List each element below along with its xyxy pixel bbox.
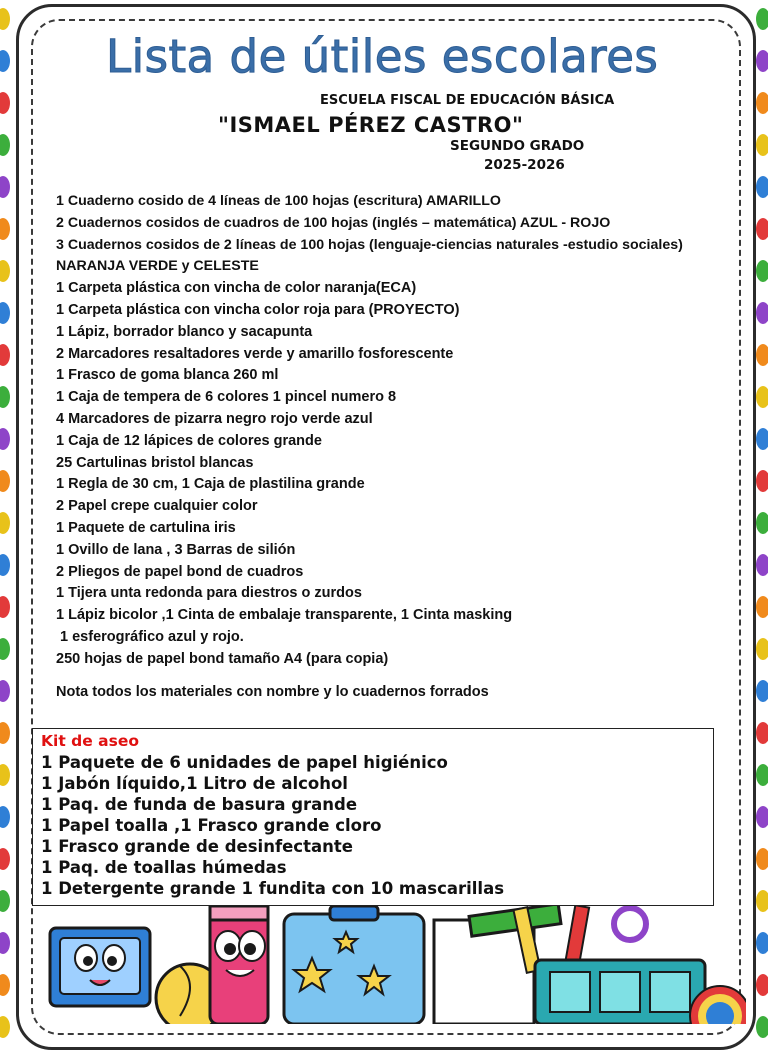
polka-dot — [0, 218, 10, 240]
list-item: 1 Carpeta plástica con vincha color roja para (PROYECTO) — [56, 301, 460, 318]
computer-icon — [50, 928, 150, 1006]
polka-dot — [0, 428, 10, 450]
kit-item: 1 Detergente grande 1 fundita con 10 mascarillas — [41, 879, 505, 898]
list-item: 1 Caja de 12 lápices de colores grande — [56, 432, 322, 449]
polka-dot — [756, 554, 768, 576]
kit-item: 1 Frasco grande de desinfectante — [41, 837, 353, 856]
polka-dot — [0, 92, 10, 114]
polka-dot — [0, 890, 10, 912]
hygiene-kit-box — [32, 728, 714, 906]
polka-dot — [0, 470, 10, 492]
polka-dot — [0, 554, 10, 576]
polka-dot — [756, 428, 768, 450]
polka-dot — [756, 680, 768, 702]
polka-dot — [756, 92, 768, 114]
list-item: 2 Pliegos de papel bond de cuadros — [56, 563, 304, 580]
polka-dot — [756, 806, 768, 828]
page-title: Lista de útiles escolares — [106, 30, 659, 83]
polka-dot — [0, 512, 10, 534]
note-text: Nota todos los materiales con nombre y lo cuadernos forrados — [56, 684, 489, 700]
list-item: 1 Lápiz, borrador blanco y sacapunta — [56, 323, 313, 340]
list-item: 4 Marcadores de pizarra negro rojo verde azul — [56, 410, 373, 427]
list-item: 1 Lápiz bicolor ,1 Cinta de embalaje transparente, 1 Cinta masking — [56, 607, 513, 624]
list-item: 1 Carpeta plástica con vincha de color naranja(ECA) — [56, 280, 417, 297]
list-item: 2 Cuadernos cosidos de cuadros de 100 hojas (inglés – matemática) AZUL - ROJO — [56, 214, 611, 231]
list-item: 1 Tijera unta redonda para diestros o zurdos — [56, 585, 362, 602]
polka-dot — [0, 302, 10, 324]
polka-dot — [0, 680, 10, 702]
list-item: 1 Regla de 30 cm, 1 Caja de plastilina grande — [56, 476, 365, 493]
polka-dot — [0, 722, 10, 744]
kit-item: 1 Papel toalla ,1 Frasco grande cloro — [41, 816, 382, 835]
supply-list — [56, 191, 696, 671]
list-item: 1 Paquete de cartulina iris — [56, 519, 236, 536]
list-item: 250 hojas de papel bond tamaño A4 (para copia) — [56, 650, 389, 667]
polka-dot — [756, 218, 768, 240]
polka-dot — [756, 974, 768, 996]
polka-dot — [756, 638, 768, 660]
polka-dot — [756, 596, 768, 618]
polka-dot — [756, 50, 768, 72]
grade-label: SEGUNDO GRADO — [450, 138, 585, 154]
list-item: 2 Marcadores resaltadores verde y amarillo fosforescente — [56, 345, 454, 362]
polka-dot — [0, 1016, 10, 1038]
polka-dot — [756, 890, 768, 912]
polka-dot — [756, 134, 768, 156]
list-item: 1 Cuaderno cosido de 4 líneas de 100 hojas (escritura) AMARILLO — [56, 193, 501, 209]
list-item: 1 Caja de tempera de 6 colores 1 pincel numero 8 — [56, 389, 397, 406]
polka-dot — [0, 176, 10, 198]
polka-dot — [756, 932, 768, 954]
list-item: 1 esferográfico azul y rojo. — [56, 628, 244, 645]
polka-dot — [0, 974, 10, 996]
polka-dot — [0, 50, 10, 72]
kit-item: 1 Paquete de 6 unidades de papel higiénico — [41, 753, 448, 772]
polka-dot — [756, 260, 768, 282]
polka-dot — [0, 806, 10, 828]
polka-dot — [756, 344, 768, 366]
polka-dot — [756, 386, 768, 408]
lunchbox-icon — [284, 906, 424, 1024]
school-type: ESCUELA FISCAL DE EDUCACIÓN BÁSICA — [320, 93, 615, 108]
illustration-svg — [30, 906, 746, 1024]
list-item: 1 Ovillo de lana , 3 Barras de silión — [56, 541, 296, 558]
polka-dot — [0, 932, 10, 954]
school-supplies-illustration — [30, 906, 746, 1024]
school-year: 2025-2026 — [484, 157, 565, 173]
polka-dot — [756, 176, 768, 198]
polka-dot — [756, 764, 768, 786]
polka-dot — [0, 386, 10, 408]
kit-title: Kit de aseo — [41, 732, 139, 750]
polka-dot — [0, 134, 10, 156]
polka-dot — [756, 8, 768, 30]
kit-list — [41, 752, 713, 899]
polka-dot — [756, 1016, 768, 1038]
list-item: 2 Papel crepe cualquier color — [56, 498, 258, 515]
polka-dot — [756, 470, 768, 492]
polka-dot — [756, 848, 768, 870]
polka-dot — [0, 344, 10, 366]
kit-item: 1 Paq. de funda de basura grande — [41, 795, 358, 814]
list-item: 25 Cartulinas bristol blancas — [56, 454, 254, 471]
list-item: 3 Cuadernos cosidos de 2 líneas de 100 hojas (lenguaje-ciencias naturales -estudio sociales) NARANJA VERDE y CELESTE — [56, 236, 683, 275]
polka-dot — [756, 512, 768, 534]
polka-dot — [0, 260, 10, 282]
polka-dot — [0, 848, 10, 870]
polka-dot — [0, 638, 10, 660]
kit-item: 1 Jabón líquido,1 Litro de alcohol — [41, 774, 348, 793]
polka-dot — [0, 8, 10, 30]
school-name: "ISMAEL PÉREZ CASTRO" — [218, 113, 524, 137]
list-item: 1 Frasco de goma blanca 260 ml — [56, 367, 279, 384]
polka-dot — [0, 764, 10, 786]
polka-dot — [756, 302, 768, 324]
pencil-character-icon — [210, 906, 268, 1024]
kit-item: 1 Paq. de toallas húmedas — [41, 858, 287, 877]
polka-dot — [0, 596, 10, 618]
polka-dot — [756, 722, 768, 744]
